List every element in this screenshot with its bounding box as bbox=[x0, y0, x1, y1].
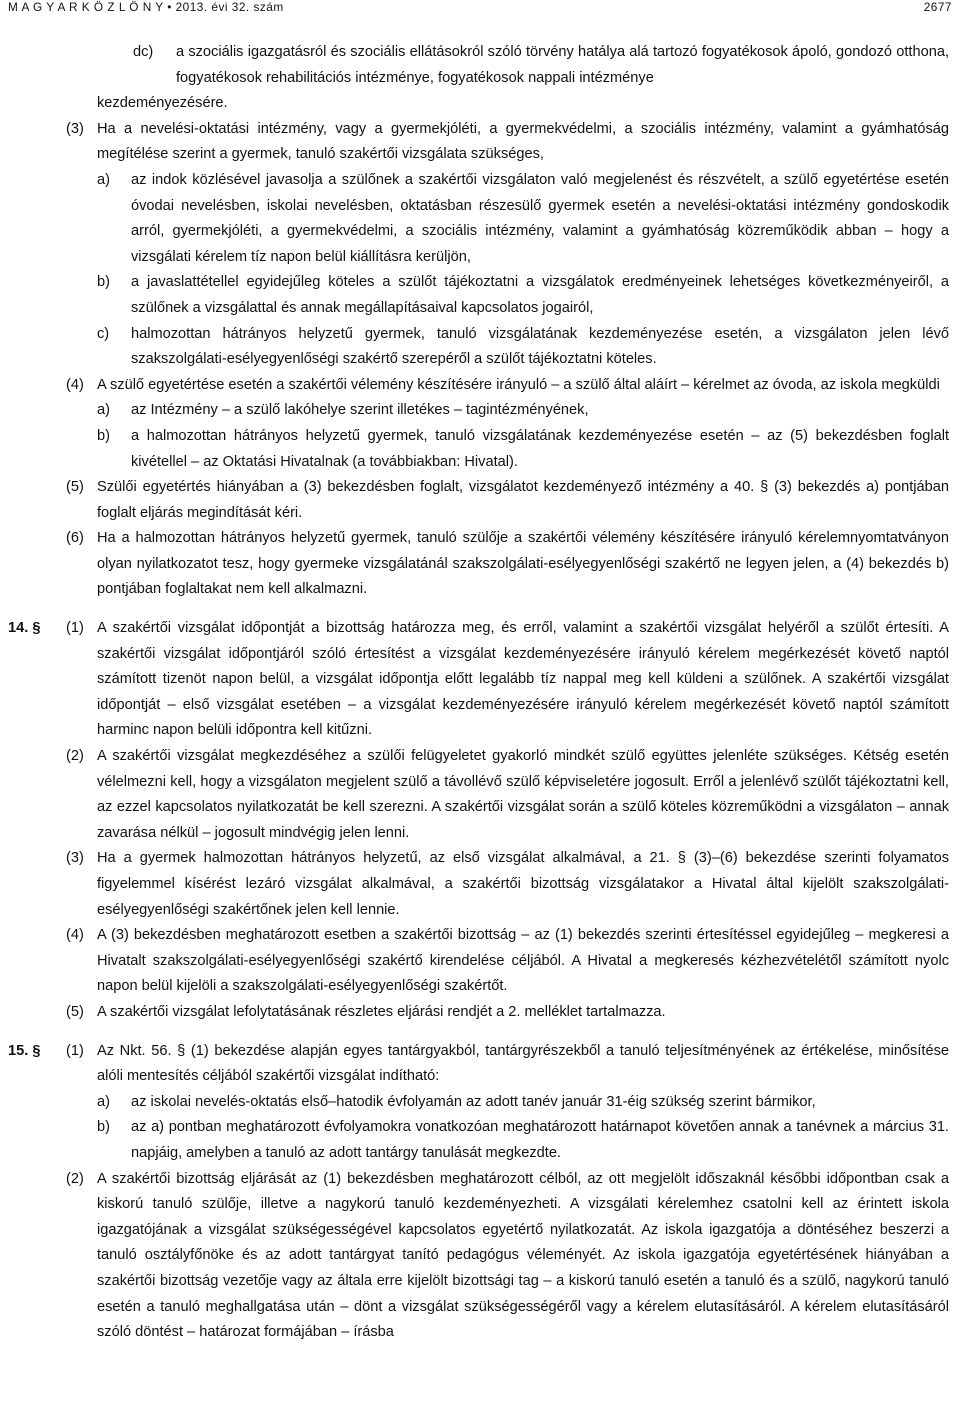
paragraph-text: az a) pontban meghatározott évfolyamokra vonatkozóan meghatározott határnapot követően annak a tanévnek a március 31. napjáig, amelyben a tanuló az adott tantárgy tanulását megkezdte. bbox=[131, 1119, 949, 1161]
section-number: 15. § bbox=[8, 1042, 41, 1059]
paragraph-text: Szülői egyetértés hiányában a (3) bekezdésben foglalt, vizsgálatot kezdeményező intézmény a 40. § (3) bekezdés a) pontjában foglalt eljárás megindítását kéri. bbox=[97, 479, 949, 521]
paragraph-6 bbox=[66, 526, 949, 603]
paragraph-1 bbox=[8, 616, 949, 744]
paragraph-2 bbox=[66, 744, 949, 846]
paragraph-4 bbox=[66, 923, 949, 1000]
section-number: 14. § bbox=[8, 620, 41, 637]
document-body bbox=[0, 40, 960, 1346]
list-item-a bbox=[97, 168, 949, 270]
paragraph-3 bbox=[66, 117, 949, 168]
page-header bbox=[0, 0, 960, 16]
paragraph-text: Az Nkt. 56. § (1) bekezdése alapján egyes tantárgyakból, tantárgyrészekből a tanuló teljesítményének az értékelése, minősítése alóli mentesítés céljából szakértői vizsgálat indítható: bbox=[97, 1042, 949, 1085]
paragraph-text: Ha a halmozottan hátrányos helyzetű gyermek, tanuló szülője a szakértői vélemény készítésére irányuló kérelemnyomtatványon olyan nyilatkozatot tesz, hogy gyermeke vizsgálatánál szakszolgálati-esélyegyenlőségi szakértő ne legyen jelen, a (4) bekezdés b) pontjában foglaltakat nem kell alkalmazni. bbox=[97, 530, 949, 598]
subpoint-dc bbox=[133, 40, 949, 91]
enumeration-label: (1) bbox=[66, 1042, 84, 1059]
paragraph-text: az Intézmény – a szülő lakóhelye szerint illetékes – tagintézményének, bbox=[131, 402, 589, 419]
paragraph-text: Ha a gyermek halmozottan hátrányos helyzetű, az első vizsgálat alkalmával, a 21. § (3)–(6) bekezdése szerinti folyamatos figyelemmel kísérést lezáró vizsgálat alkalmával, a szakértői bizottság vizsgálatakor a Hivatal által kijelölt szakszolgálati-esélyegyenlőségi szakértőnek jelen kell lennie. bbox=[97, 850, 949, 918]
paragraph-text: A szülő egyetértése esetén a szakértői vélemény készítésére irányuló – a szülő által aláírt – kérelmet az óvoda, az iskola megküldi bbox=[97, 376, 940, 393]
enumeration-label: (2) bbox=[66, 748, 84, 765]
page-number: 2677 bbox=[923, 0, 952, 14]
list-item-a bbox=[97, 398, 949, 424]
paragraph-5 bbox=[66, 1000, 949, 1026]
section-gap bbox=[0, 1026, 960, 1039]
paragraph-text: A szakértői bizottság eljárását az (1) bekezdésben meghatározott célból, az ott megjelölt időszaknál későbbi időpontban csak a kiskorú tanuló szülője, illetve a nagykorú tanuló kezdeményezheti. A vizsgálati kérelemhez csatolni kell az érintett iskola igazgatójának a vizsgálat szükségességével kapcsolatos egyetértő nyilatkozatát. Az iskola igazgatója a döntéséhez beszerzi a tanuló osztályfőnöke és az adott tantárgyat tanító pedagógus véleményét. Az iskola igazgatója egyetértésének hiányában a szakértői bizottság vezetője vagy az általa erre kijelölt bizottsági tag – a kiskorú tanuló esetén a tanuló és a szülő, nagykorú tanuló esetén a tanuló meghallgatása után – dönt a vizsgálat szükségességéről vagy a kérelem elutasításáról. A kérelem elutasításáról szóló döntést – határozat formájában – írásba bbox=[97, 1170, 949, 1341]
enumeration-label: (5) bbox=[66, 1003, 84, 1020]
paragraph-text: kezdeményezésére. bbox=[97, 95, 228, 112]
enumeration-label: b) bbox=[97, 427, 110, 444]
enumeration-label: (4) bbox=[66, 376, 84, 393]
enumeration-label: (3) bbox=[66, 120, 84, 137]
journal-title: M A G Y A R K Ö Z L Ö N Y • 2013. évi 32. szám bbox=[8, 0, 284, 14]
enumeration-label: (1) bbox=[66, 620, 84, 637]
paragraph-text: A szakértői vizsgálat megkezdéséhez a szülői felügyeletet gyakorló mindkét szülő együttes jelenléte szükséges. Kétség esetén vélelmezni kell, hogy a vizsgálaton megjelent szülő a távollévő szülő képviseletére jogosult. Erről a jelenlévő szülőt tájékoztatni kell, az ezzel kapcsolatos nyilatkozatát be kell szerezni. A szakértői vizsgálat során a szülő köteles közreműködni a vizsgálaton – annak zavarása nélkül – jogosult mindvégig jelen lenni. bbox=[97, 748, 949, 841]
enumeration-label: a) bbox=[97, 1093, 110, 1110]
paragraph-3 bbox=[66, 846, 949, 923]
list-item-a bbox=[97, 1090, 949, 1116]
list-item-c bbox=[97, 322, 949, 373]
enumeration-label: (4) bbox=[66, 927, 84, 944]
paragraph-5 bbox=[66, 475, 949, 526]
paragraph-text: az iskolai nevelés-oktatás első–hatodik évfolyamán az adott tanév január 31-éig szükség szerint bármikor, bbox=[131, 1093, 816, 1110]
paragraph-text: A szakértői vizsgálat lefolytatásának részletes eljárási rendjét a 2. melléklet tartalmazza. bbox=[97, 1003, 666, 1020]
enumeration-label: b) bbox=[97, 1119, 110, 1136]
list-item-b bbox=[97, 270, 949, 321]
enumeration-label: a) bbox=[97, 402, 110, 419]
continuation-text bbox=[97, 91, 949, 117]
paragraph-text: a halmozottan hátrányos helyzetű gyermek, tanuló vizsgálatának kezdeményezése esetén – az (5) bekezdésben foglalt kivétellel – az Oktatási Hivatalnak (a továbbiakban: Hivatal). bbox=[131, 427, 949, 470]
enumeration-label: (3) bbox=[66, 850, 84, 867]
enumeration-label: c) bbox=[97, 325, 110, 342]
enumeration-label: b) bbox=[97, 274, 110, 291]
paragraph-text: az indok közlésével javasolja a szülőnek a szakértői vizsgálaton való megjelenést és részvételt, a szülő egyetértése esetén óvodai nevelésben, iskolai nevelésben, oktatásban részesülő gyermek esetén a nevelési-oktatási intézmény gondoskodik arról, gyermekjóléti, a gyermekvédelmi, a szociális intézmény, valamint a gyámhatóság közreműködik abban – hogy a vizsgálati kérelem tíz napon belül kiállításra kerüljön, bbox=[131, 171, 949, 265]
enumeration-label: a) bbox=[97, 171, 110, 188]
enumeration-label: (2) bbox=[66, 1170, 84, 1187]
paragraph-text: A (3) bekezdésben meghatározott esetben a szakértői bizottság – az (1) bekezdés szerinti értesítéssel egyidejűleg – megkeresi a Hivatalt szakszolgálati-esélyegyenlőségi szakértő kirendelése céljából. A Hivatal a megkeresés kézhezvételétől számított nyolc napon belül kijelöli a szakszolgálati-esélyegyenlőségi szakértőt. bbox=[97, 927, 949, 995]
paragraph-text: a szociális igazgatásról és szociális ellátásokról szóló törvény hatálya alá tartozó fogyatékosok ápoló, gondozó otthona, fogyatékosok rehabilitációs intézménye, fogyatékosok nappali intézménye bbox=[176, 44, 949, 86]
list-item-b bbox=[97, 1115, 949, 1166]
paragraph-1 bbox=[8, 1039, 949, 1090]
paragraph-2 bbox=[66, 1167, 949, 1346]
paragraph-text: Ha a nevelési-oktatási intézmény, vagy a gyermekjóléti, a gyermekvédelmi, a szociális intézmény, valamint a gyámhatóság megítélése szerint a gyermek, tanuló szakértői vizsgálata szükséges, bbox=[97, 120, 949, 163]
section-gap bbox=[0, 603, 960, 616]
enumeration-label: (6) bbox=[66, 530, 84, 547]
paragraph-text: a javaslattétellel egyidejűleg köteles a szülőt tájékoztatni a vizsgálatok eredményeinek lehetséges következményeiről, a szülőnek a vizsgálattal és annak megállapításaival kapcsolatos jogairól, bbox=[131, 274, 949, 316]
paragraph-text: A szakértői vizsgálat időpontját a bizottság határozza meg, és erről, valamint a szakértői vizsgálat helyéről a szülőt értesíti. A szakértői vizsgálat időpontjáról szóló értesítést a vizsgálat kezdeményezésére irányuló kérelem megérkezését követő naptól számított tizenöt napon belül, a vizsgálat időpontja előtt legalább tíz nappal meg kell küldeni a szülőnek. A szakértői vizsgálat időpontját – első vizsgálat esetében – a vizsgálat kezdeményezésére irányuló kérelem megérkezését követő naptól számított harminc napon belüli időpontra kell kitűzni. bbox=[97, 620, 949, 739]
paragraph-4 bbox=[66, 373, 949, 399]
paragraph-text: halmozottan hátrányos helyzetű gyermek, tanuló vizsgálatának kezdeményezése esetén, a vizsgálaton jelen lévő szakszolgálati-esélyegyenlőségi szakértő szerepéről a szülőt tájékoztatni köteles. bbox=[131, 325, 949, 368]
enumeration-label: (5) bbox=[66, 479, 84, 496]
list-item-b bbox=[97, 424, 949, 475]
enumeration-label: dc) bbox=[133, 44, 154, 60]
